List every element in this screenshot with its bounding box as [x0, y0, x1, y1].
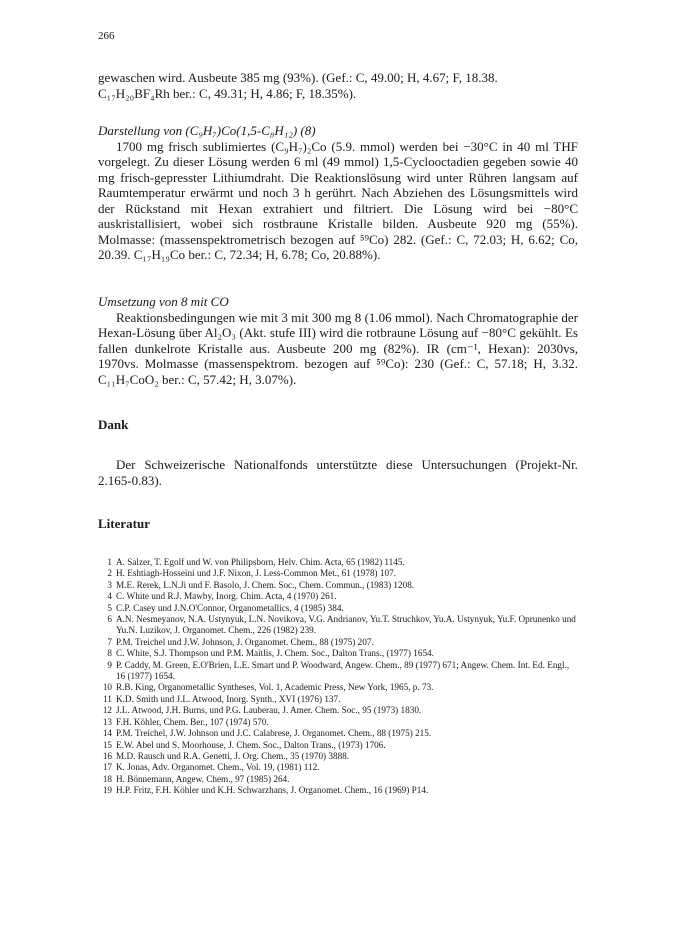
reference-text: P.M. Treichel, J.W. Johnson und J.C. Calabrese, J. Organomet. Chem., 88 (1975) 215. [116, 728, 432, 739]
intro-paragraph [98, 70, 578, 101]
dank-body: Der Schweizerische Nationalfonds unterstützte diese Untersuchungen (Projekt-Nr. 2.165-0.83). [98, 457, 578, 488]
dank-heading: Dank [98, 417, 129, 432]
reference-text: P.M. Treichel und J.W. Johnson, J. Organomet. Chem., 88 (1975) 207. [116, 636, 374, 647]
dank-paragraph [98, 457, 578, 488]
reference-item [98, 580, 580, 591]
reference-number: 13 [102, 716, 112, 727]
reference-text: C. White und R.J. Mawby, Inorg. Chim. Acta, 4 (1970) 261. [116, 591, 337, 602]
reference-item [98, 740, 580, 751]
reference-text: A. Salzer, T. Egolf und W. von Philipsborn, Helv. Chim. Acta, 65 (1982) 1145. [116, 557, 405, 567]
reference-number: 17 [102, 762, 112, 773]
section-co-body: Reaktionsbedingungen wie mit 3 mit 300 mg 8 (1.06 mmol). Nach Chromatographie der Hexan-Lösung über Al₂O₃ (Akt. stufe III) wird die rotbraune Lösung auf −80°C gekühlt. Es fallen dunkelrote Kristalle aus. Ausbeute 200 mg (82%). IR (cm⁻¹, Hexan): 2030vs, 1970vs. Molmasse (massenspektrom. bezogen auf ⁵⁹Co): 230 (Gef.: C, 57.18; H, 3.32. C₁₁H₇CoO₂ ber.: C, 57.42; H, 3.07%). [98, 309, 578, 387]
reference-item [98, 648, 580, 659]
reference-item [98, 751, 580, 762]
intro-line-1: gewaschen wird. Ausbeute 385 mg (93%). (Gef.: C, 49.00; H, 4.67; F, 18.38. [98, 70, 498, 85]
reference-text: K. Jonas, Adv. Organomet. Chem., Vol. 19, (1981) 112. [116, 762, 320, 773]
reference-text: C. White, S.J. Thompson und P.M. Maitlis, J. Chem. Soc., Dalton Trans., (1977) 1654. [116, 648, 434, 659]
reference-item [98, 694, 580, 705]
reference-text: K.D. Smith und J.L. Atwood, Inorg. Synth., XVI (1976) 137. [116, 693, 341, 704]
reference-text: F.H. Köhler, Chem. Ber., 107 (1974) 570. [116, 716, 269, 727]
reference-text: A.N. Nesmeyanov, N.A. Ustynyuk, L.N. Novikova, V.G. Andrianov, Yu.T. Struchkov, Yu.A. Ustynyuk, Yu.F. Oprunenko und Yu.N. Luzikov, J. Organomet. Chem., 226 (1982) 239. [116, 614, 576, 636]
reference-number: 6 [107, 614, 112, 625]
reference-number: 19 [102, 785, 112, 796]
literatur-heading: Literatur [98, 516, 150, 531]
reference-number: 16 [102, 750, 112, 761]
reference-text: C.P. Casey und J.N.O'Connor, Organometallics, 4 (1985) 384. [116, 602, 344, 613]
reference-number: 12 [102, 705, 112, 716]
reference-text: H. Bönnemann, Angew. Chem., 97 (1985) 264. [116, 773, 290, 784]
reference-text: R.B. King, Organometallic Syntheses, Vol. 1, Academic Press, New York, 1965, p. 73. [116, 682, 434, 693]
reference-number: 14 [102, 728, 112, 739]
reference-number: 2 [107, 568, 112, 579]
reference-text: J.L. Atwood, J.H. Burns, und P.G. Lauberau, J. Amer. Chem. Soc., 95 (1973) 1830. [116, 705, 422, 716]
section-8 [98, 123, 578, 263]
reference-item [98, 774, 580, 785]
reference-text: M.E. Rerek, L.N.Ji und F. Basolo, J. Chem. Soc., Chem. Commun., (1983) 1208. [116, 579, 415, 590]
reference-item [98, 785, 580, 796]
reference-list [98, 557, 580, 797]
reference-text: H.P. Fritz, F.H. Köhler und K.H. Schwarzhans, J. Organomet. Chem., 16 (1969) P14. [116, 785, 429, 796]
reference-item [98, 728, 580, 739]
reference-number: 5 [107, 602, 112, 613]
reference-item [98, 705, 580, 716]
reference-number: 1 [107, 557, 112, 567]
section-8-body: 1700 mg frisch sublimiertes (C₉H₇)₂Co (5.9. mmol) werden bei −30°C in 40 ml THF vorgelegt. Zu dieser Lösung werden 6 ml (49 mmol) 1,5-Cyclooctadien gegeben sowie 40 mg frisch-gepresster Lithiumdraht. Die Reaktionslösung wird unter Rühren langsam auf Raumtemperatur erwärmt und noch 3 h gerührt. Nach Abziehen des Lösungsmittels wird der Rückstand mit Hexan extrahiert und filtriert. Die Lösung wird bei −80°C auskristallisiert, wobei sich rostbraune Kristalle bilden. Ausbeute 920 mg (55%). Molmasse: (massenspektrometrisch bezogen auf ⁵⁹Co) 282. (Gef.: C, 72.03; H, 6.62; Co, 20.39. C₁₇H₁₉Co ber.: C, 72.34; H, 6.78; Co, 20.88%). [98, 138, 578, 262]
reference-number: 4 [107, 591, 112, 602]
page-number: 266 [98, 30, 115, 42]
reference-item [98, 762, 580, 773]
reference-text: H. Eshtiagh-Hosseini und J.F. Nixon, J. Less-Common Met., 61 (1978) 107. [116, 568, 396, 579]
reference-text: E.W. Abel und S. Moorhouse, J. Chem. Soc., Dalton Trans., (1973) 1706. [116, 739, 386, 750]
reference-item [98, 717, 580, 728]
reference-number: 15 [102, 739, 112, 750]
reference-number: 11 [103, 693, 112, 704]
reference-text: M.D. Rausch und R.A. Genetti, J. Org. Chem., 35 (1970) 3888. [116, 750, 350, 761]
reference-number: 18 [102, 773, 112, 784]
section-8-title: Darstellung von (C₉H₇)Co(1,5-C₈H₁₂) (8) [98, 123, 316, 138]
intro-line-2: C₁₇H₂₀BF₄Rh ber.: C, 49.31; H, 4.86; F, 18.35%). [98, 85, 357, 101]
section-co [98, 294, 578, 387]
reference-number: 9 [107, 659, 112, 670]
reference-item [98, 603, 580, 614]
reference-item [98, 568, 580, 579]
reference-number: 8 [107, 648, 112, 659]
reference-number: 7 [107, 636, 112, 647]
reference-item [98, 682, 580, 693]
reference-item [98, 637, 580, 648]
reference-item [98, 557, 580, 568]
section-co-title: Umsetzung von 8 mit CO [98, 294, 229, 309]
reference-text: P. Caddy, M. Green, E.O'Brien, L.E. Smart und P. Woodward, Angew. Chem., 89 (1977) 671; Angew. Chem. Int. Ed. Engl., 16 (1977) 1654. [116, 659, 570, 682]
reference-number: 3 [107, 579, 112, 590]
reference-number: 10 [102, 682, 112, 693]
reference-item [98, 614, 580, 637]
reference-item [98, 591, 580, 602]
reference-item [98, 660, 580, 683]
